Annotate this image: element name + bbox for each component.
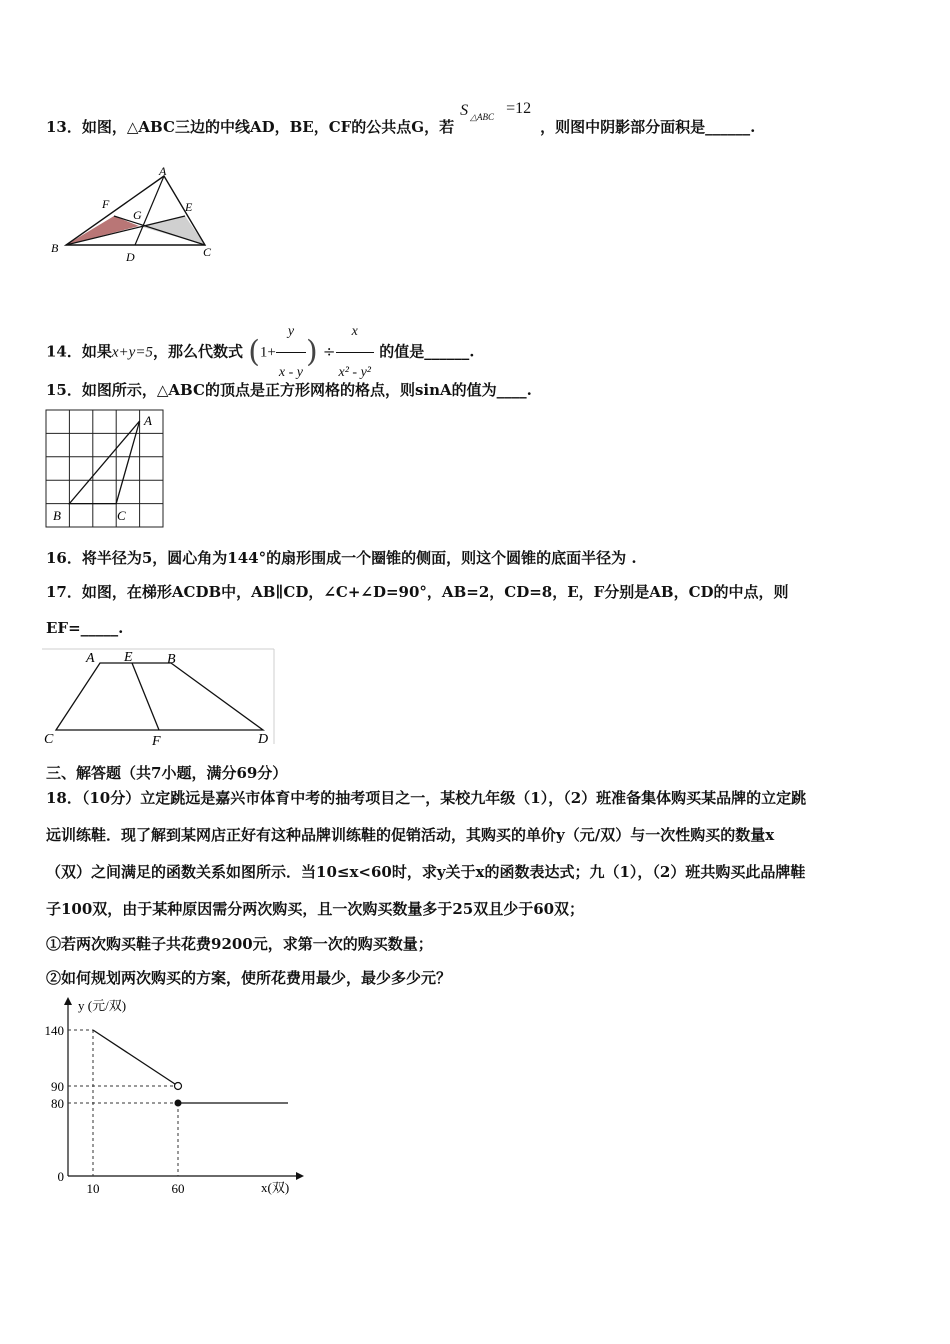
q15-label-a: A	[144, 413, 152, 428]
q13-area-formula	[454, 100, 540, 134]
q13-label-c: C	[203, 245, 212, 259]
q14-text-before: 14．如果	[46, 342, 112, 361]
q14-text	[46, 312, 475, 380]
q14-condition: x+y=5	[111, 344, 153, 361]
x-tick-label-60: 60	[171, 1181, 185, 1196]
q17-trapezoid	[56, 663, 263, 730]
q13-formula-s: S	[460, 102, 469, 119]
q13-text-after: ，则图中阴影部分面积是______.	[540, 118, 756, 136]
q14-frac1-numerator: y	[276, 312, 306, 353]
q14-text-mid: ，那么代数式	[152, 342, 243, 361]
q17-line-2: EF=_____.	[46, 619, 124, 637]
q15-text: 15．如图所示，△ABC的顶点是正方形网格的格点，则sinA的值为____.	[46, 381, 532, 399]
q15-grid-figure	[45, 409, 167, 531]
q14-frac1-denominator: x - y	[278, 365, 303, 380]
q18-sub-question-1: ①若两次购买鞋子共花费9200元，求第一次的购买数量；	[46, 935, 433, 953]
q17-label-b: B	[167, 652, 176, 667]
closed-point-60-80	[175, 1100, 182, 1107]
q16-text: 16．将半径为5，圆心角为144°的扇形围成一个圈锥的侧面，则这个圆锥的底面半径为 .	[46, 549, 637, 567]
y-tick-label-0: 0	[57, 1169, 64, 1184]
q17-label-c: C	[44, 732, 54, 747]
q13-label-g: G	[133, 208, 142, 222]
chart-y-label: y (元/双)	[78, 998, 127, 1013]
q13-label-d: D	[126, 250, 135, 264]
q17-line-1: 17．如图，在梯形ACDB中，AB∥CD，∠C+∠D=90°，AB=2，CD=8，E，F分别是AB，CD的中点，则	[46, 583, 789, 601]
q17-label-e: E	[124, 650, 133, 665]
q17-label-d: D	[258, 732, 269, 747]
series-segment-1	[93, 1030, 178, 1086]
q15-label-c: C	[117, 508, 126, 523]
q13-text-before: 13．如图，△ABC三边的中线AD，BE，CF的公共点G，若	[46, 118, 455, 136]
q18-line-2: 远训练鞋．现了解到某网店正好有这种品牌训练鞋的促销活动，其购买的单价y（元/双）与一次性购买的数量x	[46, 826, 775, 844]
q13-text	[46, 100, 756, 137]
q13-label-e: E	[185, 200, 193, 214]
q13-shade-right	[139, 216, 205, 245]
q14-left-paren: (	[248, 334, 260, 370]
y-tick-label-140: 140	[44, 1023, 64, 1038]
q14-frac2-denominator: x² - y²	[338, 365, 371, 380]
q18-sub-question-2: ②如何规划两次购买的方案，使所花费用最少，最少多少元？	[46, 969, 452, 987]
section-3-title: 三、解答题（共7小题，满分69分）	[46, 764, 288, 782]
q17-label-f: F	[152, 734, 161, 749]
q18-line-4: 子100双，由于某种原因需分两次购买，且一次购买数量多于25双且少于60双；	[46, 900, 585, 918]
q14-divide-sign: ÷	[322, 342, 336, 361]
q13-label-a: A	[159, 164, 167, 178]
q13-formula-sub: △ABC	[470, 112, 495, 122]
y-tick-label-80: 80	[51, 1096, 64, 1111]
q17-label-a: A	[86, 651, 95, 666]
q15-label-b: B	[53, 508, 61, 523]
q17-trapezoid-figure	[42, 646, 280, 751]
chart-y-axis-arrow	[64, 997, 72, 1005]
q18-line-1: 18．（10分）立定跳远是嘉兴市体育中考的抽考项目之一，某校九年级（1），（2）班准备集体购买某品牌的立定跳	[46, 789, 807, 807]
q14-right-paren: )	[305, 334, 318, 370]
q14-text-after: 的值是______.	[379, 342, 475, 361]
q18-line-3: （双）之间满足的函数关系如图所示．当10≤x<60时，求y关于x的函数表达式；九（1），（2）班共购买此品牌鞋	[46, 863, 806, 881]
open-point-60-90	[175, 1083, 182, 1090]
q13-label-f: F	[102, 197, 110, 211]
y-tick-label-90: 90	[51, 1079, 64, 1094]
x-tick-label-10: 10	[86, 1181, 100, 1196]
chart-x-label: x(双)	[261, 1180, 290, 1195]
q13-label-b: B	[51, 241, 59, 255]
q14-frac2-numerator: x	[336, 312, 374, 353]
q13-triangle-figure	[46, 163, 221, 268]
chart-x-axis-arrow	[296, 1172, 304, 1180]
q14-one-plus: 1+	[259, 344, 276, 361]
q13-formula-eq: =12	[506, 100, 532, 117]
q17-segment-ef	[132, 663, 159, 730]
q18-chart	[38, 993, 308, 1203]
